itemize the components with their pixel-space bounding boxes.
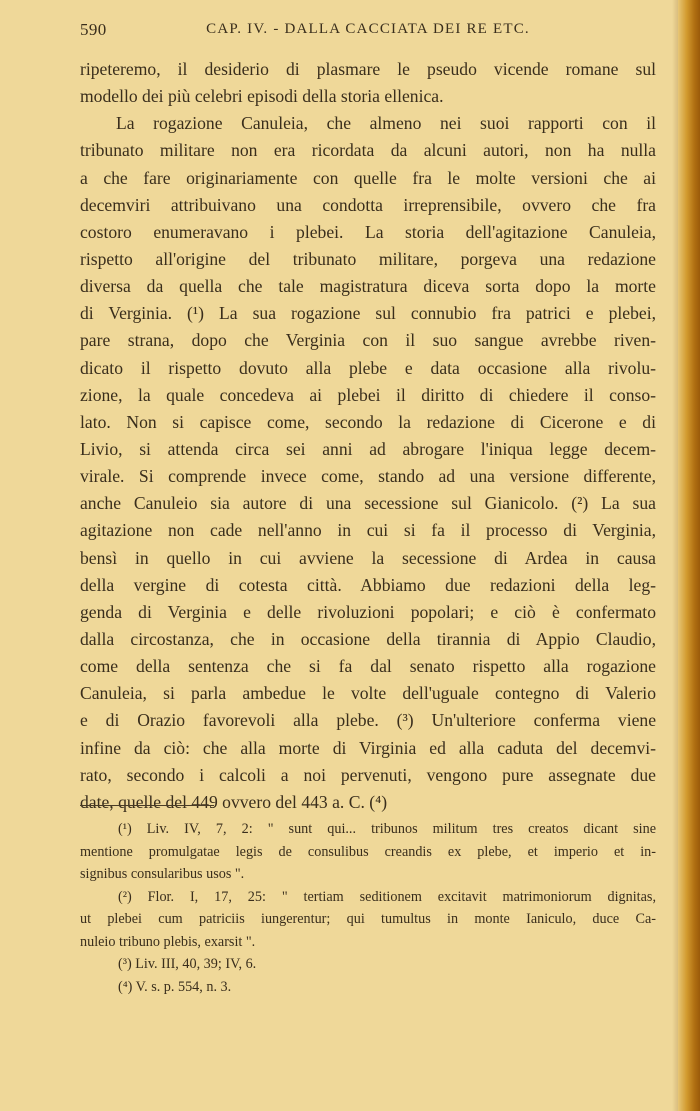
footnote-line: (¹) Liv. IV, 7, 2: " sunt qui... tribunos militum tres creatos dicant sine: [118, 821, 656, 837]
body-line: di Verginia. (¹) La sua rogazione sul connubio fra patrici e plebei,: [80, 303, 656, 324]
body-line: rato, secondo i calcoli a noi pervenuti, vengono pure assegnate due: [80, 764, 656, 785]
body-line: pare strana, dopo che Verginia con il suo sangue avrebbe riven-: [80, 330, 656, 351]
body-line: date, quelle del 449 ovvero del 443 a. C. (⁴): [80, 791, 388, 812]
body-line: genda di Verginia e delle rivoluzioni popolari; e ciò è confermato: [80, 601, 656, 622]
body-line: ripeteremo, il desiderio di plasmare le pseudo vicende romane sul: [80, 59, 656, 79]
footnote-line: (³) Liv. III, 40, 39; IV, 6.: [118, 956, 257, 972]
running-head: CAP. IV. - DALLA CACCIATA DEI RE ETC.: [206, 21, 530, 37]
page-number: 590: [80, 20, 107, 39]
body-line: bensì in quello in cui avviene la secessione di Ardea in causa: [80, 547, 656, 568]
body-line: Livio, si attenda circa sei anni ad abrogare l'iniqua legge decem-: [80, 438, 656, 459]
page-edge: [678, 0, 700, 1111]
body-line: infine da ciò: che alla morte di Virginia ed alla caduta del decemvi-: [80, 737, 656, 758]
body-line: virale. Si comprende invece come, stando ad una versione differente,: [80, 466, 656, 487]
body-line: rispetto all'origine del tribunato militare, porgeva una redazione: [80, 248, 656, 269]
body-line: dalla circostanza, che in occasione della tirannia di Appio Claudio,: [80, 628, 656, 649]
body-line: diversa da quella che tale magistratura diceva sorta dopo la morte: [80, 276, 656, 297]
body-text: [80, 56, 656, 816]
body-line: come della sentenza che si fa dal senato rispetto alla rogazione: [80, 656, 656, 677]
footnote-line: nuleio tribuno plebis, exarsit ".: [80, 933, 256, 950]
body-line: e di Orazio favorevoli alla plebe. (³) Un'ulteriore conferma viene: [80, 710, 656, 731]
body-line: dicato il rispetto dovuto alla plebe e data occasione alla rivolu-: [80, 357, 656, 378]
body-line: Canuleia, si parla ambedue le volte dell'uguale contegno di Valerio: [80, 683, 656, 704]
footnote-rule: [80, 805, 214, 806]
body-line: decemviri attribuivano una condotta irreprensibile, ovvero che fra: [80, 194, 656, 215]
footnotes: [80, 818, 656, 998]
footnote-line: mentione promulgatae legis de consulibus creandis ex plebe, et imperio et in-: [80, 843, 656, 860]
page-header: [80, 20, 656, 44]
body-line: La rogazione Canuleia, che almeno nei suoi rapporti con il: [116, 113, 656, 134]
body-line: costoro enumeravano i plebei. La storia dell'agitazione Canuleia,: [80, 221, 656, 242]
body-line: lato. Non si capisce come, secondo la redazione di Cicerone e di: [80, 411, 656, 432]
body-line: della vergine di cotesta città. Abbiamo due redazioni della leg-: [80, 574, 656, 595]
body-line: agitazione non cade nell'anno in cui si fa il processo di Verginia,: [80, 520, 656, 541]
body-line: anche Canuleio sia autore di una secessione sul Gianicolo. (²) La sua: [80, 493, 656, 514]
body-line: modello dei più celebri episodi della storia ellenica.: [80, 86, 444, 107]
footnote-line: (²) Flor. I, 17, 25: " tertiam seditionem excitavit matrimoniorum dignitas,: [118, 888, 656, 905]
footnote-line: ut plebei cum patriciis iungerentur; qui tumultus in monte Ianiculo, duce Ca-: [80, 911, 656, 927]
body-line: zione, la quale concedeva ai plebei il diritto di chiedere il conso-: [80, 384, 656, 405]
footnote-line: (⁴) V. s. p. 554, n. 3.: [118, 978, 232, 995]
body-line: tribunato militare non era ricordata da alcuni autori, non ha nulla: [80, 140, 656, 161]
body-line: a che fare originariamente con quelle fra le molte versioni che ai: [80, 167, 656, 188]
footnote-line: signibus consularibus usos ".: [80, 866, 245, 882]
